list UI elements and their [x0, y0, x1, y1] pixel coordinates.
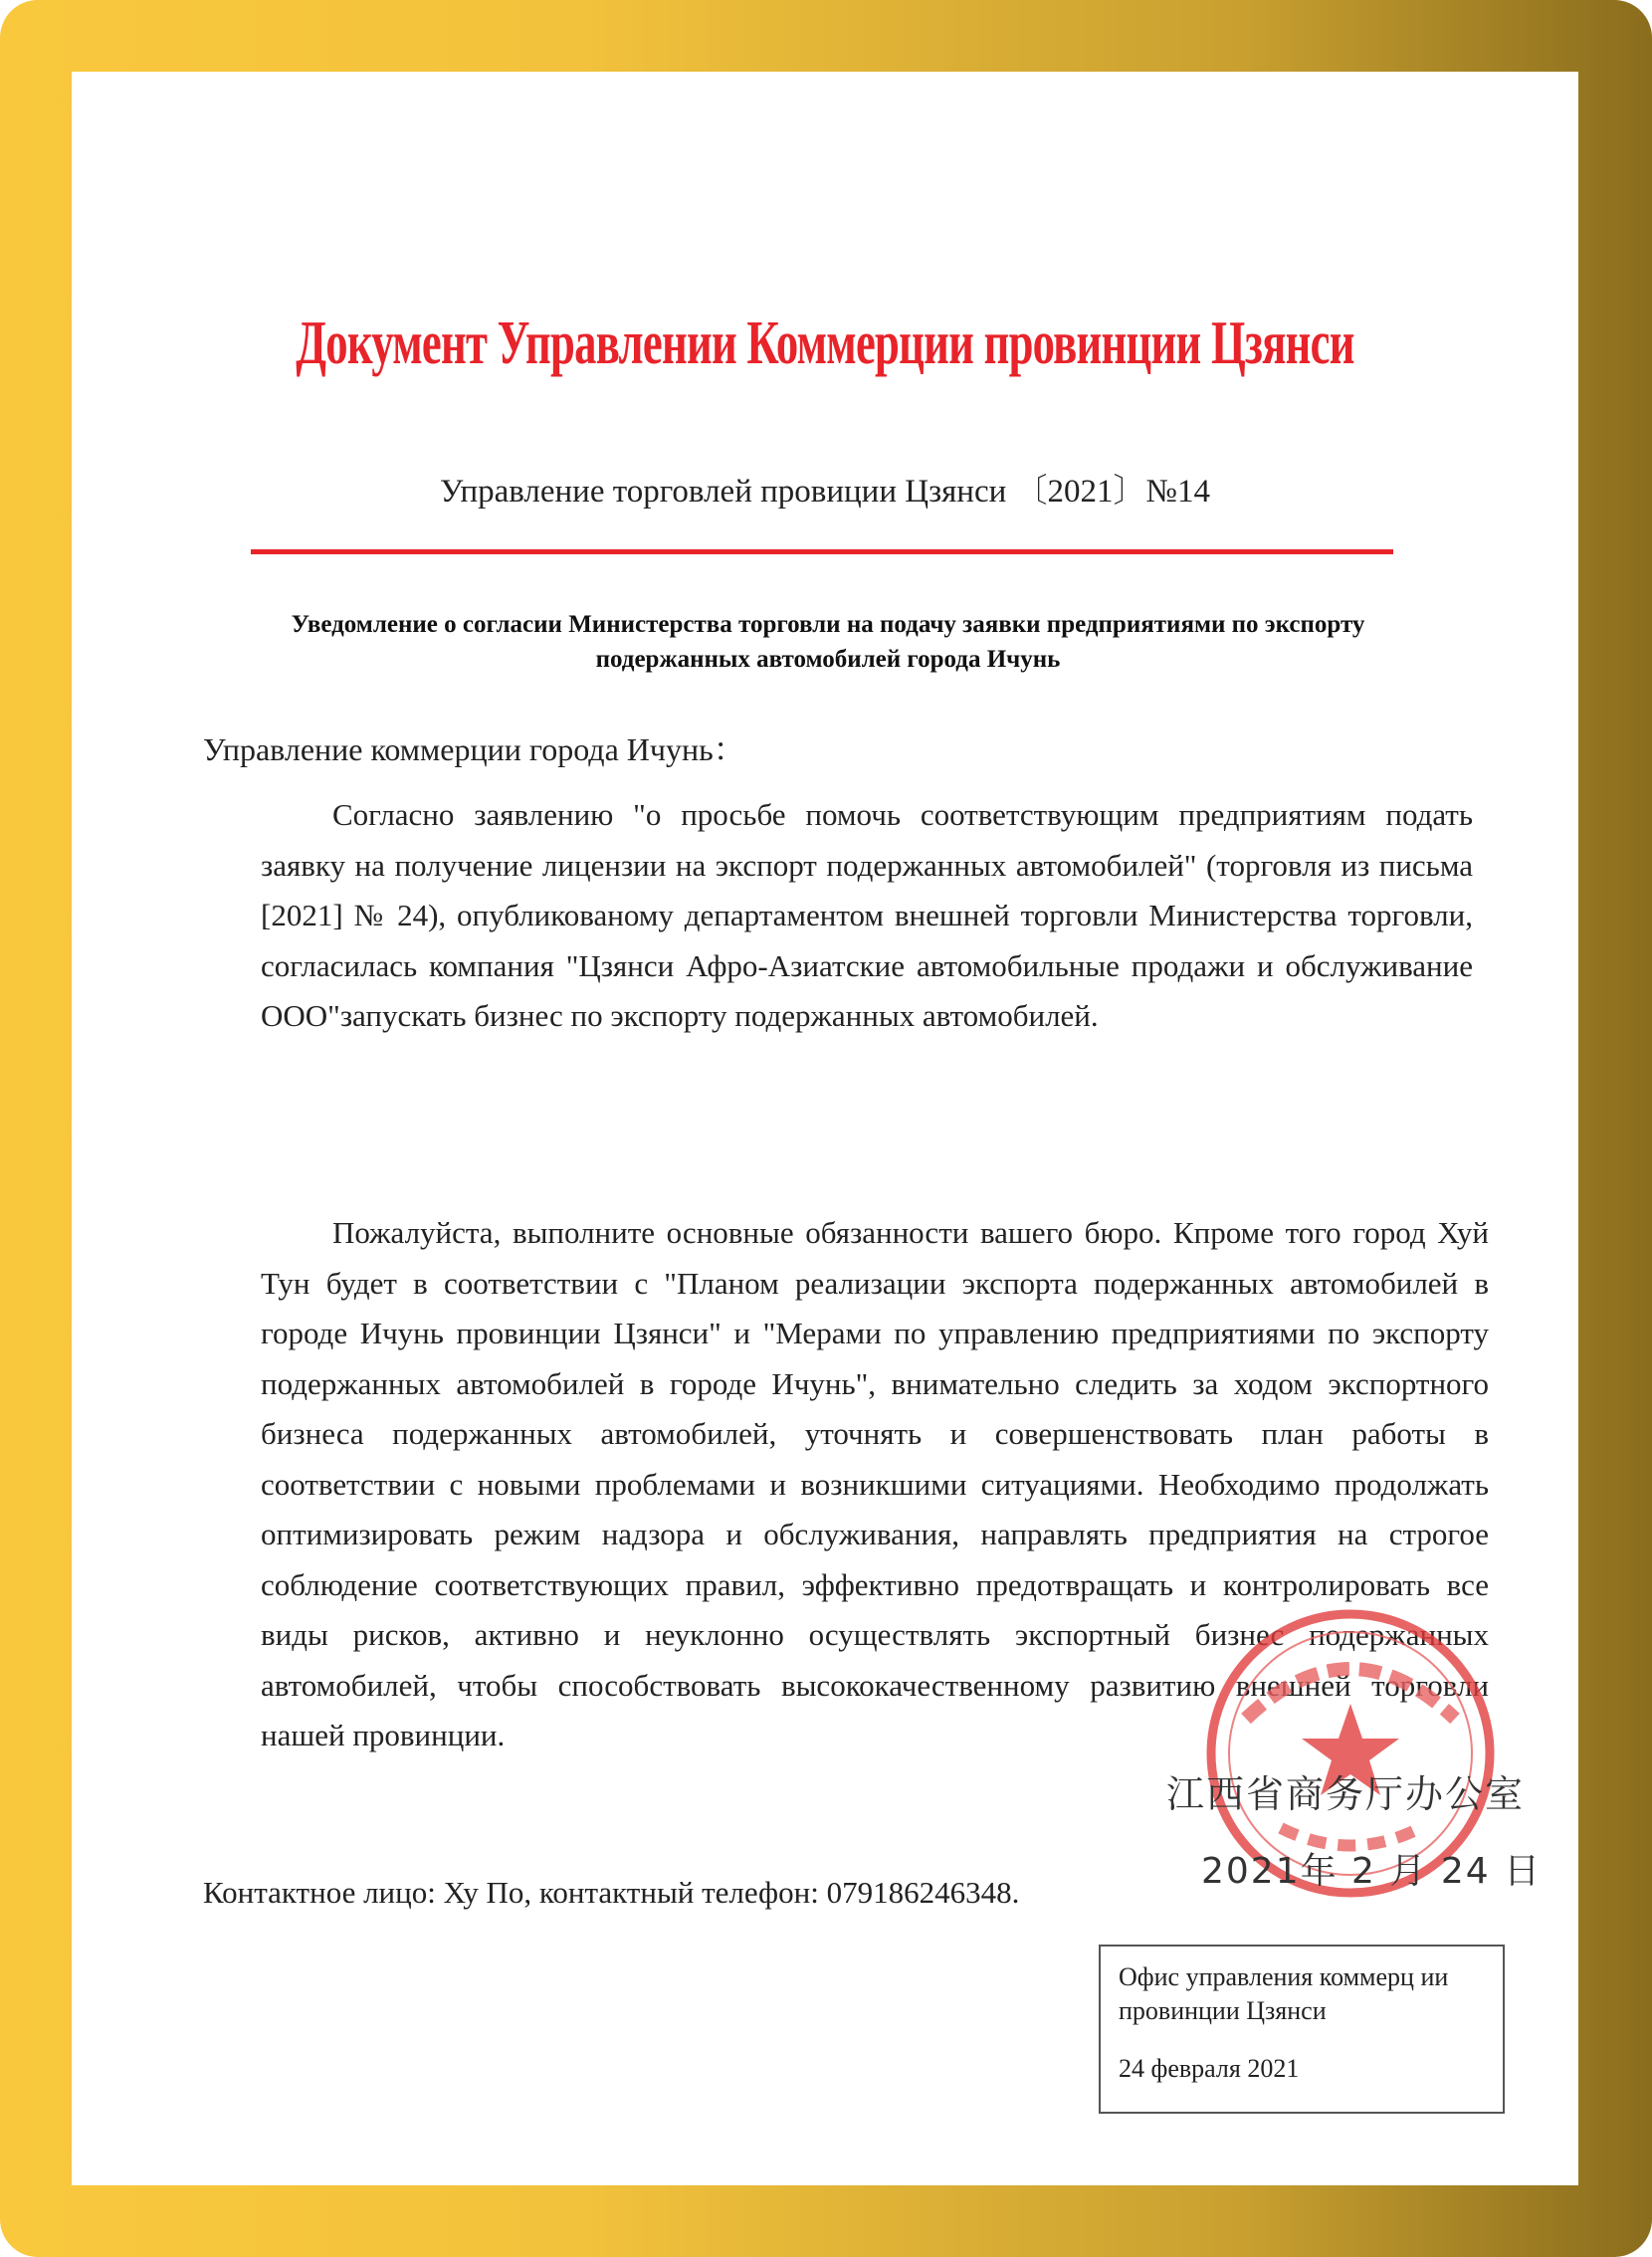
contact-line: Контактное лицо: Ху По, контактный телефон: 079186246348. [203, 1875, 1020, 1910]
addressee: Управление коммерции города Ичунь： [203, 731, 745, 767]
document-subject: Уведомление о согласии Министерства торговли на подачу заявки предприятиями по экспорту подержанных автомобилей города Ичунь [291, 611, 1365, 673]
stamp-date: 2021年 2 月 24 日 [1201, 1851, 1543, 1892]
document-number: Управление торговлей провиции Цзянси 〔2021〕№14 [439, 474, 1210, 510]
translation-office: Офис управления коммерц ии провинции Цзянси [1119, 1962, 1449, 2025]
body-paragraph-2: Пожалуйста, выполните основные обязанности вашего бюро. Кпроме того город Хуй Тун будет в соответствии с "Планом реализации экспорта подержанных автомобилей в городе Ичунь провинции Цзянси" и "Мерами по управлению предприятиями по экспорту подержанных автомобилей в городе Ичунь", внимательно следить за ходом экспортного бизнеса подержанных автомобилей, уточнять и совершенствовать план работы в соответствии с новыми проблемами и возникшими ситуациями. Необходимо продолжать оптимизировать режим надзора и обслуживания, направлять предприятия на строгое соблюдение соответствующих правил, эффективно предотвращать и контролировать все виды рисков, активно и неуклонно осуществлять экспортный бизнес подержанных автомобилей, чтобы способствовать высококачественному развитию внешней торговли нашей провинции. [261, 1215, 1489, 1752]
stamp-issuer: 江西省商务厅办公室 [1166, 1772, 1526, 1816]
document-page [72, 72, 1578, 2185]
body-paragraph-1: Согласно заявлению "о просьбе помочь соответствующим предприятиям подать заявку на получение лицензии на экспорт подержанных автомобилей" (торговля из письма [2021] № 24), опубликованому департаментом внешней торговли Министерства торговли, согласилась компания "Цзянси Афро-Азиатские автомобильные продажи и обслуживание ООО"запускать бизнес по экспорту подержанных автомобилей. [261, 797, 1473, 1033]
document-title: Документ Управлении Коммерции провинции Цзянси [296, 309, 1354, 377]
red-divider [251, 549, 1393, 554]
translation-date: 24 февраля 2021 [1119, 2054, 1300, 2083]
